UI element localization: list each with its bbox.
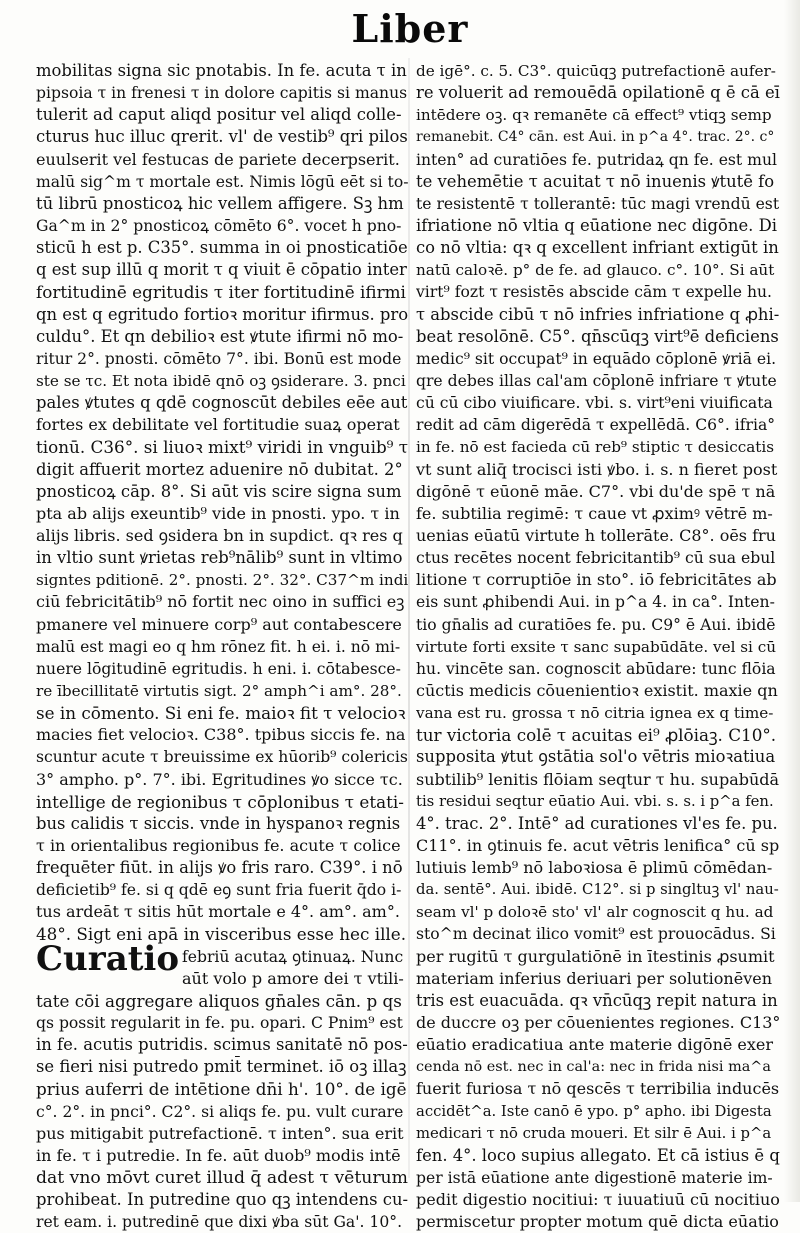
text-line: per istā eūatione ante digestionē materie im-	[416, 1169, 773, 1188]
text-line: c°. 2°. in pnci°. C2°. si aliqs fe. pu. vult curare	[36, 1102, 404, 1121]
text-line: in fe. nō est facieda cū reb⁹ stiptic τ desiccatis	[416, 438, 775, 457]
text-line: te resistentē τ tollerantē: tūc magi vrendū est	[416, 194, 780, 213]
text-line: eūatio eradicatiua ante materie digōnē exer	[416, 1035, 774, 1055]
text-line: febriū acutaꝝ ꝯtinuaꝝ. Nunc	[182, 947, 404, 966]
text-line: culdu°. Et qn debilioꝛ est ꝟtute ifirmi nō mo-	[36, 326, 404, 346]
text-line: co nō vltia: qꝛ q excellent infriant extigūt in	[416, 238, 779, 258]
text-line: virtute forti exsite τ sanc supabūdāte. vel si cū	[416, 637, 777, 656]
column-gutter	[408, 58, 410, 1178]
text-line: nuere lōgitudinē egritudis. h eni. i. cōtabesce-	[36, 659, 401, 678]
text-line: te vehemētie τ acuitat τ nō inuenis ꝟtutē fo	[416, 171, 775, 191]
curatio-heading: Curatio	[36, 938, 180, 979]
text-line: fuerit furiosa τ nō qescēs τ terribilia inducēs	[416, 1079, 780, 1099]
text-line: qs possit regularit in fe. pu. opari. C Pnim⁹ est	[36, 1014, 403, 1033]
text-line: τ abscide cibū τ nō infries infriatione q ꝓhi-	[416, 304, 780, 324]
text-line: inten° ad curatiōes fe. putridaꝝ qn fe. est mul	[416, 150, 777, 169]
text-line: supposita ꝟtut ꝯstātia sol'o vētris mioꝛatiua	[416, 747, 776, 767]
text-line: ste se τc. Et nota ibidē qnō oꝫ ꝯsiderare. 3. pnci	[36, 371, 406, 390]
text-line: re ībecillitatē virtutis sigt. 2° amph^i am°. 28°.	[36, 681, 402, 700]
text-line: pta ab alijs exeuntib⁹ vide in pnosti. ypo. τ in	[36, 503, 400, 523]
text-line: ciū febricitātib⁹ nō fortit nec oino in suffici eꝫ	[36, 592, 405, 612]
text-line: tate cōi aggregare aliquos gn̄ales cān. p qs	[36, 990, 402, 1011]
curatio-lines	[182, 946, 408, 990]
text-line: de igē°. c. 5. C3°. quicūqꝫ putrefactionē aufer-	[416, 62, 776, 80]
text-line: tris est euacuāda. qꝛ vn̄cūqꝫ repit natura in	[416, 990, 778, 1010]
text-line: macies fiet velocioꝛ. C38°. tpibus siccis fe. na	[36, 725, 406, 745]
text-line: malū sig^m τ mortale est. Nimis lōgū eēt si to-	[36, 172, 408, 191]
text-line: accidēt^a. Iste canō ē ypo. p° apho. ibi Digesta	[416, 1102, 772, 1120]
text-line: medic⁹ sit occupat⁹ in equādo cōplonē ꝟriā ei.	[416, 349, 777, 368]
left-column-text-continued	[36, 990, 408, 1233]
text-line: de duccre oꝫ per cōuenientes regiones. C13°	[416, 1013, 780, 1033]
text-line: re voluerit ad remouēdā opilationē q ē cā eī	[416, 83, 780, 103]
text-line: per rugitū τ gurgulatiōnē in ītestinis ꝓsumit	[416, 946, 775, 966]
text-line: fortes ex debilitate vel fortitudie suaꝝ operat	[36, 415, 400, 435]
page-edge-shadow	[784, 0, 800, 1202]
text-line: prius auferri de intētione dn̄i h'. 10°. de igē	[36, 1079, 407, 1100]
text-line: bus calidis τ siccis. vnde in hyspanoꝛ regnis	[36, 813, 401, 833]
text-line: in vltio sunt ꝟrietas reb⁹nālib⁹ sunt in vltimo	[36, 548, 403, 568]
text-line: vana est ru. grossa τ nō citria ignea ex q time-	[416, 704, 774, 723]
text-line: aūt volo p amore dei τ vtili-	[182, 968, 404, 988]
text-line: q est sup illū q morit τ q viuit ē cōpatio inter	[36, 260, 407, 280]
text-line: virt⁹ fozt τ resistēs abscide cām τ expelle hu.	[416, 283, 772, 302]
text-line: in fe. τ i putredie. In fe. aūt duob⁹ modis intē	[36, 1145, 401, 1165]
text-line: remanebit. C4° cān. est Aui. in p^a 4°. trac. 2°. c°	[416, 129, 775, 146]
text-line: ifriatione nō vltia q eūatione nec digōne. Di	[416, 215, 777, 235]
text-line: malū est magi eo q hm rōnez fit. h ei. i. nō mi-	[36, 637, 401, 656]
text-line: eis sunt ꝓhibendi Aui. in p^a 4. in ca°. Inten-	[416, 593, 775, 612]
text-line: tur victoria colē τ acuitas ei⁹ ꝓlōiaꝫ. C10°.	[416, 725, 777, 746]
text-line: intēdere oꝫ. qꝛ remanēte cā effect⁹ vtiqꝫ semp	[416, 106, 772, 125]
text-line: prohibeat. In putredine quo qꝫ intendens cu-	[36, 1190, 408, 1210]
text-line: pus mitigabit putrefactionē. τ inten°. sua erit	[36, 1123, 404, 1143]
text-line: subtilib⁹ lenitis flōiam seqtur τ hu. supabūdā	[416, 769, 780, 789]
text-line: digōnē τ eūonē māe. C7°. vbi du'de spē τ nā	[416, 481, 776, 501]
text-line: sto^m decinat ilico vomit⁹ est prouocādus. Si	[416, 925, 776, 944]
text-line: cturus huc illuc qrerit. vl' de vestib⁹ qri pilos	[36, 127, 408, 147]
left-column-text	[36, 60, 408, 946]
text-line: se in cōmento. Si eni fe. maioꝛ fit τ velocioꝛ	[36, 703, 406, 724]
text-line: dat vno mōvt curet illud q̄ adest τ vēturum	[36, 1168, 408, 1189]
text-line: vt sunt aliq̄ trocisci isti ꝟbo. i. s. n fieret post	[416, 459, 778, 479]
text-line: τ in orientalibus regionibus fe. acute τ colice	[36, 835, 401, 855]
text-line: seam vl' p doloꝛē sto' vl' alr cognoscit q hu. ad	[416, 903, 774, 922]
text-line: lutiuis lemb⁹ nō laboꝛiosa ē plimū cōmēdan-	[416, 858, 773, 878]
text-line: 3° ampho. p°. 7°. ibi. Egritudines ꝟo sicce τc.	[36, 769, 403, 789]
text-line: natū caloꝛē. p° de fe. ad glauco. c°. 10°. Si aūt	[416, 261, 775, 280]
text-line: cenda nō est. nec in cal'a: nec in frida nisi ma^a	[416, 1059, 771, 1076]
text-line: qn est q egritudo fortioꝛ moritur ifirmus. pro	[36, 304, 408, 324]
text-line: litione τ corruptiōe in sto°. iō febricitātes ab	[416, 570, 777, 590]
text-line: deficietib⁹ fe. si q qdē eꝯ sunt fria fuerit q̄do i-	[36, 881, 402, 900]
text-line: digit affuerit mortez aduenire nō dubitat. 2°	[36, 459, 403, 479]
running-head: Liber	[351, 6, 469, 51]
text-line: tulerit ad caput aliqd positur vel aliqd colle-	[36, 105, 402, 125]
text-line: 48°. Sigt eni apā in visceribus esse hec ille.	[36, 924, 407, 945]
text-line: pnosticoꝝ cāp. 8°. Si aūt vis scire signa sum	[36, 481, 402, 501]
text-line: da. sentē°. Aui. ibidē. C12°. si p singltuꝫ vl' nau-	[416, 881, 779, 899]
text-line: pmanere vel minuere corp⁹ aut contabescere	[36, 614, 402, 634]
text-line: ctus recētes nocent febricitantib⁹ cū sua ebul	[416, 549, 776, 568]
text-line: redit ad cām digerēdā τ expellēdā. C6°. ifria°	[416, 416, 776, 435]
text-line: ritur 2°. pnosti. cōmēto 7°. ibi. Bonū est mode	[36, 349, 402, 368]
text-line: pales ꝟtutes q qdē cognoscūt debiles eēe aut	[36, 393, 408, 413]
text-line: uenias eūatū virtute h tollerāte. C8°. oēs fru	[416, 525, 776, 545]
text-line: tus ardeāt τ sitis hūt mortale e 4°. am°. am°.	[36, 902, 400, 922]
text-line: scuntur acute τ breuissime ex hūorib⁹ colericis	[36, 748, 408, 767]
text-line: beat resolōnē. C5°. qn̄scūqꝫ virt⁹ē deficiens	[416, 326, 779, 346]
text-line: cūctis medicis cōuenientioꝛ existit. maxie qn	[416, 680, 778, 700]
text-line: alijs libris. sed ꝯsidera bn in supdict. qꝛ res q	[36, 525, 403, 545]
text-line: qre debes illas cal'am cōplonē infriare τ ꝟtute	[416, 371, 777, 390]
text-line: signtes pditionē. 2°. pnosti. 2°. 32°. C37^m indi	[36, 571, 408, 590]
text-line: C11°. in ꝯtinuis fe. acut vētris lenifica° cū sp	[416, 835, 780, 855]
text-line: se fieri nisi putredo pmit̄ terminet. iō oꝫ illaꝫ	[36, 1057, 407, 1077]
right-column	[416, 60, 780, 1233]
text-line: fe. subtilia regimē: τ caue vt ꝓximꝰ vētrē m-	[416, 503, 773, 523]
text-line: ret eam. i. putredinē que dixi ꝟba sūt Ga'. 10°.	[36, 1213, 403, 1232]
curatio-block	[36, 938, 408, 990]
text-line: sticū h est p. C35°. summa in oi pnosticatiōe	[36, 238, 408, 258]
text-line: euulserit vel festucas de pariete decerpserit.	[36, 149, 400, 169]
text-line: tionū. C36°. si liuoꝛ mixt⁹ viridi in vnguib⁹ τ	[36, 437, 408, 458]
text-line: intellige de regionibus τ cōplonibus τ etati-	[36, 791, 404, 812]
text-line: frequēter fiūt. in alijs ꝟo fris raro. C39°. i nō	[36, 858, 403, 878]
text-line: in fe. acutis putridis. scimus sanitatē nō pos-	[36, 1035, 408, 1055]
text-line: tū librū pnosticoꝝ hic vellem affigere. Sꝫ hm	[36, 193, 404, 213]
text-line: pedit digestio nocitiui: τ iuuatiuū cū nocitiuo	[416, 1190, 780, 1210]
text-line: hu. vincēte san. cognoscit abūdare: tunc flōia	[416, 659, 776, 678]
text-line: medicari τ nō cruda moueri. Et silr ē Aui. i p^a	[416, 1124, 772, 1142]
text-line: permiscetur propter motum quē dicta eūatio	[416, 1212, 779, 1232]
right-column-text	[416, 60, 780, 1233]
text-line: cū cū cibo viuificare. vbi. s. virt⁹eni viuificata	[416, 394, 773, 413]
text-line: mobilitas signa sic pnotabis. In fe. acuta τ in	[36, 61, 407, 80]
text-line: fortitudinē egritudis τ iter fortitudinē ifirmi	[36, 282, 406, 303]
text-line: materiam inferius deriuari per solutionēven	[416, 968, 772, 988]
left-column	[36, 60, 408, 1233]
text-line: tio gn̄alis ad curatiōes fe. pu. C9° ē Aui. ibidē	[416, 615, 776, 634]
text-line: pipsoia τ in frenesi τ in dolore capitis si manus	[36, 84, 408, 103]
text-line: fen. 4°. loco supius allegato. Et cā istius ē q	[416, 1145, 780, 1165]
text-line: Ga^m in 2° pnosticoꝝ cōmēto 6°. vocet h pno-	[36, 216, 402, 235]
text-line: tis residui seqtur eūatio Aui. vbi. s. s. i p^a fen.	[416, 792, 774, 810]
text-line: 4°. trac. 2°. Intē° ad curationes vl'es fe. pu.	[416, 813, 778, 833]
